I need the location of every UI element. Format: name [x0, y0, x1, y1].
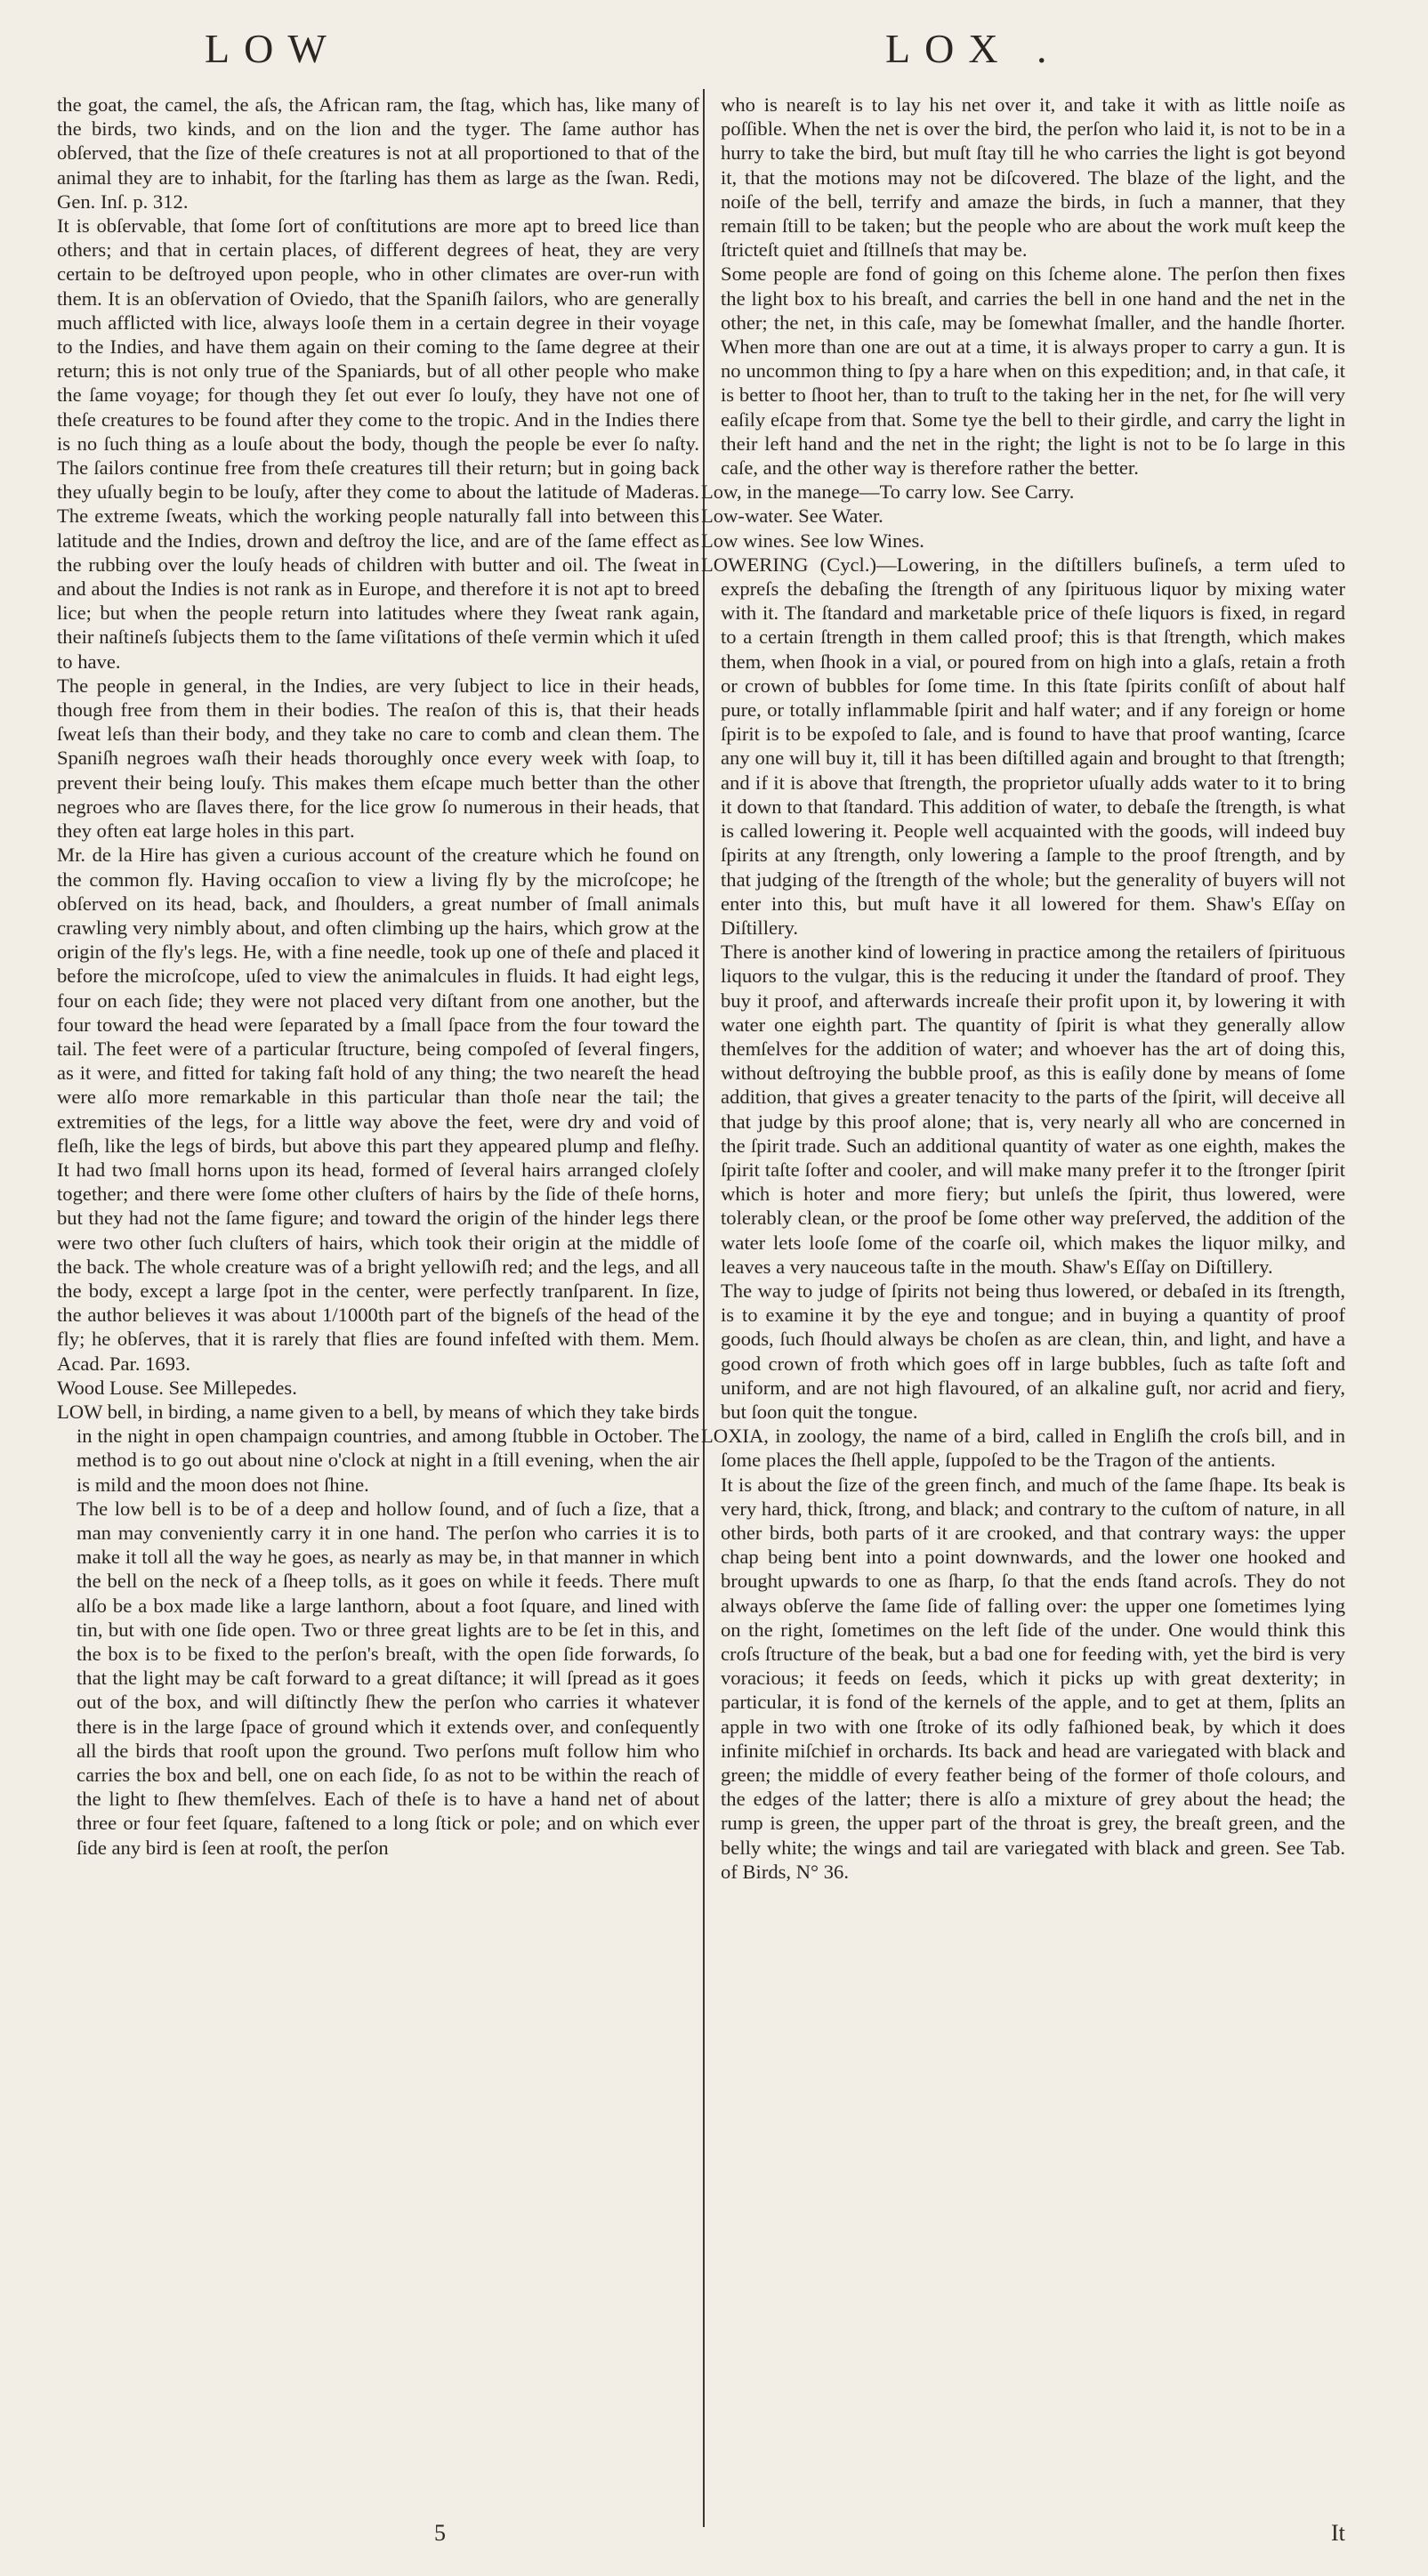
paragraph: It is about the ſize of the green finch, and much of the ſame ſhape. Its beak is very hard, thick, ſtrong, and black; and contrary to the cuſtom of nature, in all other birds, both parts of it are crooked, and that contrary ways: the upper chap being bent into a point downwards, and the lower one hooked and brought upwards to one as ſharp, ſo that the ends ſtand acroſs. They do not always obſerve the ſame ſide of falling over: the upper one ſometimes lying on the right, ſometimes on the left ſide of the under. One would think this croſs ſtructure of the beak, but a bad one for feeding with, yet the bird is very voracious; it feeds on ſeeds, which it picks up with great dexterity; in particular, it is fond of the kernels of the apple, and to get at them, ſplits an apple in two with one ſtroke of its odly faſhioned beak, by which it does infinite miſchief in orchards. Its back and head are variegated with black and green; the middle of every feather being of the former of thoſe colours, and the edges of the latter; there is alſo a mixture of grey about the head; the rump is green, the upper part of the throat is grey, the breaſt green, and the belly white; the wings and tail are variegated with black and green. See Tab. of Birds, N° 36.	[721, 1473, 1345, 1883]
header-left: LOW	[205, 26, 341, 71]
paragraph: Mr. de la Hire has given a curious account of the creature which he found on the common fly. Having occaſion to view a living fly by the microſcope; he obſerved on its head, back, and ſhoulders, a great number of ſmall animals crawling very nimbly about, and often climbing up the hairs, which grow at the origin of the fly's legs. He, with a fine needle, took up one of theſe and placed it before the microſcope, uſed to view the animalcules in fluids. It had eight legs, four on each ſide; they were not placed very diſtant from one another, but the four toward the head were ſeparated by a ſmall ſpace from the four toward the tail. The feet were of a particular ſtructure, being compoſed of ſeveral fingers, as it were, and fitted for taking faſt hold of any thing; the two neareſt the head were alſo more remarkable in this particular than thoſe near the tail; the extremities of the legs, for a little way above the feet, were dry and void of fleſh, like the legs of birds, but above this part they appeared plump and fleſhy. It had two ſmall horns upon its head, formed of ſeveral hairs arranged cloſely together; and there were ſome other cluſters of hairs by the ſide of theſe horns, but they had not the ſame figure; and toward the origin of the hinder legs there were two other ſuch cluſters of hairs, which took their origin at the middle of the back. The whole creature was of a bright yellowiſh red; and the legs, and all the body, except a large ſpot in the center, were perfectly tranſparent. In ſize, the author believes it was about 1/1000th part of the bigneſs of the head of the fly; he obſerves, that it is rarely that flies are found infeſted with them. Mem. Acad. Par. 1693.	[57, 844, 699, 1375]
entry-low-wines: Low wines. See low Wines.	[701, 529, 924, 552]
entry-low-manege: Low, in the manege—To carry low. See Carry.	[701, 480, 1075, 504]
paragraph: It is obſervable, that ſome ſort of conſtitutions are more apt to breed lice than others; and that in certain places, of different degrees of heat, they are very certain to be deſtroyed upon people, who in other climates are over-run with them. It is an obſervation of Oviedo, that the Spaniſh ſailors, who are generally much afflicted with lice, always looſe them in a certain degree in their voyage to the Indies, and have them again on their coming to the ſame degree at their return; this is not only true of the Spaniards, but of all other people who make the ſame voyage; for though they ſet out ever ſo louſy, they have not one of theſe creatures to be found after they come to the tropic. And in the Indies there is no ſuch thing as a louſe about the body, though the people be ever ſo naſty. The ſailors continue free from theſe creatures till their return; but in going back they uſually begin to be louſy, after they come to about the latitude of Maderas. The extreme ſweats, which the working people naturally fall into between this latitude and the Indies, drown and deſtroy the lice, and are of the ſame effect as the rubbing over the louſy heads of children with butter and oil. The ſweat in and about the Indies is not rank as in Europe, and therefore it is not apt to breed lice; but when the people return into latitudes where they ſweat rank again, their naſtineſs ſubjects them to the ſame viſitations of theſe vermin which it uſed to have.	[57, 214, 699, 673]
page-number: 5	[434, 2520, 446, 2546]
left-column	[57, 93, 699, 2464]
paragraph: The people in general, in the Indies, are very ſubject to lice in their heads, though free from them in their bodies. The reaſon of this is, that their heads ſweat leſs than their body, and they take no care to comb and clean them. The Spaniſh negroes waſh their heads thoroughly once every week with ſoap, to prevent their being louſy. This makes them eſcape much better than the other negroes who are ſlaves there, for the lice grow ſo numerous in their heads, that they often eat large holes in this part.	[57, 674, 699, 843]
paragraph: There is another kind of lowering in practice among the retailers of ſpirituous liquors to the vulgar, this is the reducing it under the ſtandard of proof. They buy it proof, and afterwards increaſe their profit upon it, by lowering it with water one eighth part. The quantity of ſpirit is what they generally allow themſelves for the addition of water; and whoever has the art of doing this, without deſtroying the bubble proof, as this is eaſily done by means of ſome addition, that gives a greater tenacity to the parts of the ſpirit, will deceive all that judge by this proof alone; that is, very nearly all who are concerned in the ſpirit trade. Such an additional quantity of water as one eighth, makes the ſpirit taſte ſofter and cooler, and will make many prefer it to the ſtronger ſpirit which is hoter and more fiery; but unleſs the ſpirit, thus lowered, were tolerably clean, or the proof be ſome other way preſerved, the addition of the water lets looſe ſome of the coarſe oil, which makes the liquor milky, and leaves a very nauceous taſte in the mouth. Shaw's Eſſay on Diſtillery.	[721, 941, 1345, 1278]
running-header	[0, 25, 1428, 78]
paragraph: The way to judge of ſpirits not being thus lowered, or debaſed in its ſtrength, is to examine it by the eye and tongue; and in buying a quantity of proof goods, ſuch ſhould always be choſen as are clean, thin, and light, and have a good crown of froth which goes off in large bubbles, ſuch as taſte ſoft and uniform, and are not high flavoured, of an alkaline guſt, nor acrid and fiery, but ſoon quit the tongue.	[721, 1279, 1345, 1423]
entry-loxia: LOXIA, in zoology, the name of a bird, called in Engliſh the croſs bill, and in ſome places the ſhell apple, ſuppoſed to be the Tragon of the antients.	[701, 1425, 1345, 1472]
paragraph: The low bell is to be of a deep and hollow ſound, and of ſuch a ſize, that a man may conveniently carry it in one hand. The perſon who carries it is to make it toll all the way he goes, as nearly as may be, in that manner in which the bell on the neck of a ſheep tolls, as it goes on while it feeds. There muſt alſo be a box made like a large lanthorn, about a foot ſquare, and lined with tin, but with one ſide open. Two or three great lights are to be ſet in this, and the box is to be fixed to the perſon's breaſt, with the open ſide forwards, ſo that the light may be caſt forward to a great diſtance; it will ſpread as it goes out of the box, and will diſtinctly ſhew the perſon who carries it whatever there is in the large ſpace of ground which it extends over, and conſequently all the birds that rooſt upon the ground. Two perſons muſt follow him who carries the box and bell, one on each ſide, ſo as not to be within the reach of the light to ſhew themſelves. Each of theſe is to have a hand net of about three or four feet ſquare, faſtened to a long ſtick or pole; and on which ever ſide any bird is ſeen at rooſt, the perſon	[77, 1497, 699, 1859]
paragraph: the goat, the camel, the aſs, the African ram, the ſtag, which has, like many of the birds, two kinds, and on the lion and the tyger. The ſame author has obſerved, that the ſize of theſe creatures is not at all proportioned to that of the animal they are to inhabit, for the ſtarling has them as large as the ſwan. Redi, Gen. Inſ. p. 312.	[57, 93, 699, 213]
entry-low-bell: LOW bell, in birding, a name given to a bell, by means of which they take birds in the night in open champaign countries, and among ſtubble in October. The method is to go out about nine o'clock at night in a ſtill evening, when the air is mild and the moon does not ſhine.	[57, 1400, 699, 1496]
header-right: LOX .	[885, 26, 1061, 71]
entry-wood-louse: Wood Louse. See Millepedes.	[57, 1376, 297, 1399]
paragraph: who is neareſt is to lay his net over it, and take it with as little noiſe as poſſible. When the net is over the bird, the perſon who laid it, is not to be in a hurry to take the bird, but muſt ſtay till he who carries the light is got beyond it, that the motions may not be diſcovered. The blaze of the light, and the noiſe of the bell, terrify and amaze the birds, in ſuch a manner, that they remain ſtill to be taken; but the people who are about the work muſt keep the ſtricteſt quiet and ſtillneſs that may be.	[721, 93, 1345, 262]
entry-low-water: Low-water. See Water.	[701, 505, 883, 528]
paragraph: Some people are fond of going on this ſcheme alone. The perſon then fixes the light box to his breaſt, and carries the bell in one hand and the net in the other; the net, in this caſe, may be ſomewhat ſmaller, and the handle ſhorter. When more than one are out at a time, it is always proper to carry a gun. It is no uncommon thing to ſpy a hare when on this expedition; and, in that caſe, it is better to ſhoot her, than to truſt to the taking her in the net, for ſhe will very eaſily eſcape from that. Some tye the bell to their girdle, and carry the light in their left hand and the net in the right; the light is not to be ſo large in this caſe, and the other way is therefore rather the better.	[721, 262, 1345, 480]
right-column	[701, 93, 1345, 2464]
catchword: It	[1331, 2520, 1345, 2546]
entry-lowering: LOWERING (Cycl.)—Lowering, in the diſtillers buſineſs, a term uſed to expreſs the debaſing the ſtrength of any ſpirituous liquor by mixing water with it. The ſtandard and marketable price of theſe liquors is fixed, in regard to a certain ſtrength in them called proof; this is that ſtrength, which makes them, when ſhook in a vial, or poured from on high into a glaſs, retain a froth or crown of bubbles for ſome time. In this ſtate ſpirits conſiſt of about half pure, or totally inflammable ſpirit and half water; and if any foreign or home ſpirit is to be expoſed to ſale, and is found to have that proof wanting, ſcarce any one will buy it, till it has been diſtilled again and brought to that ſtrength; and if it is above that ſtrength, the proprietor uſually adds water to it to bring it down to that ſtandard. This addition of water, to debaſe the ſtrength, is what is called lowering it. People well acquainted with the goods, will indeed buy ſpirits at any ſtrength, only lowering a ſample to the proof ſtrength, and by that judging of the ſtrength of the whole; but the generality of buyers will not enter into this, but muſt have it all lowered for them. Shaw's Eſſay on Diſtillery.	[701, 553, 1345, 939]
